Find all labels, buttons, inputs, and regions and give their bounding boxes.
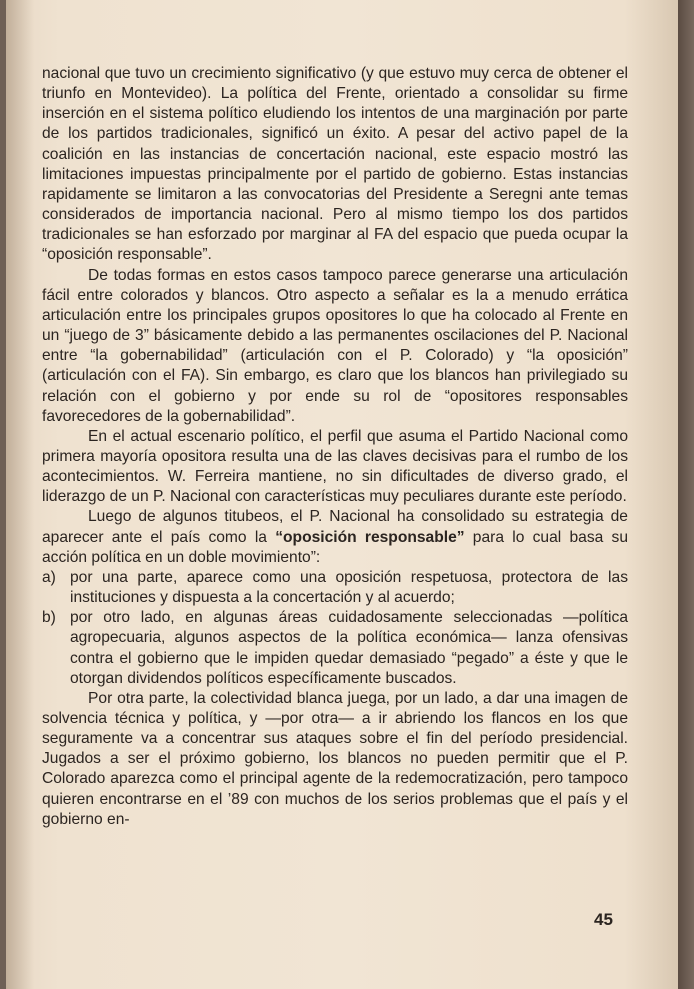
paragraph-4 [42, 507, 628, 567]
spine-shadow [6, 0, 34, 989]
page-edge-shadow [678, 0, 694, 989]
paragraph-4-bold-phrase: “oposición responsable” [275, 528, 465, 546]
list-item-text: por otro lado, en algunas áreas cuidadosamente seleccionadas —política agropecuaria, algunos aspectos de la política económica— lanza ofensivas contra el gobierno que le impiden quedar demasiado “pegado” a éste y que le otorgan dividendos políticos específicamente buscados. [70, 609, 628, 687]
paragraph-4-text-end: para lo cual basa su acción política en un doble movimiento”: [42, 528, 628, 566]
paragraph-5: Por otra parte, la colectividad blanca juega, por un lado, a dar una imagen de solvencia técnica y política, y —por otra— a ir abriendo los flancos en los que seguramente va a concentrar sus ataques sobre el fin del período presidencial. Jugados a ser el próximo gobierno, los blancos no pueden permitir que el P. Colorado aparezca como el principal agente de la redemocratización, pero tampoco quieren encontrarse en el ’89 con muchos de los serios problemas que el país y el gobierno en- [42, 689, 628, 828]
page-number: 45 [594, 910, 613, 929]
paragraph-3: En el actual escenario político, el perfil que asuma el Partido Nacional como primera mayoría opositora resulta una de las claves decisivas para el rumbo de los acontecimientos. W. Ferreira mantiene, no sin dificultades de diverso grado, el liderazgo de un P. Nacional con características muy peculiares durante este período. [42, 427, 628, 506]
list-item-a [42, 568, 628, 608]
list-item-b [42, 608, 628, 689]
book-page [6, 0, 678, 989]
body-text [42, 64, 628, 830]
list-marker: a) [42, 568, 56, 586]
list-marker: b) [42, 609, 56, 627]
paragraph-4-text-start: Luego de algunos titubeos, el P. Nacional ha consolidado su estrategia de aparecer ante el país como la [42, 508, 628, 546]
list-item-text: por una parte, aparece como una oposición respetuosa, protectora de las instituciones y dispuesta a la concertación y al acuerdo; [70, 568, 628, 607]
paragraph-2: De todas formas en estos casos tampoco parece generarse una articulación fácil entre colorados y blancos. Otro aspecto a señalar es la a menudo errática articulación entre los principales grupos opositores lo que ha colocado al Frente en un “juego de 3” básicamente debido a las permanentes oscilaciones del P. Nacional entre “la gobernabilidad” (articulación con el P. Colorado) y “la oposición” (articulación con el FA). Sin embargo, es claro que los blancos han privilegiado su relación con el gobierno y por ende su rol de “opositores responsables favorecedores de la gobernabilidad”. [42, 266, 628, 425]
paragraph-1: nacional que tuvo un crecimiento significativo (y que estuvo muy cerca de obtener el triunfo en Montevideo). La política del Frente, orientado a consolidar su firme inserción en el sistema político eludiendo los intentos de una marginación por parte de los partidos tradicionales, significó un éxito. A pesar del activo papel de la coalición en las instancias de concertación nacional, este espacio mostró las limitaciones impuestas principalmente por el partido de gobierno. Estas instancias rapidamente se limitaron a las convocatorias del Presidente a Seregni ante temas considerados de importancia nacional. Pero al mismo tiempo los dos partidos tradicionales se han esforzado por marginar al FA del espacio que pueda ocupar la “oposición responsable”. [42, 65, 628, 264]
